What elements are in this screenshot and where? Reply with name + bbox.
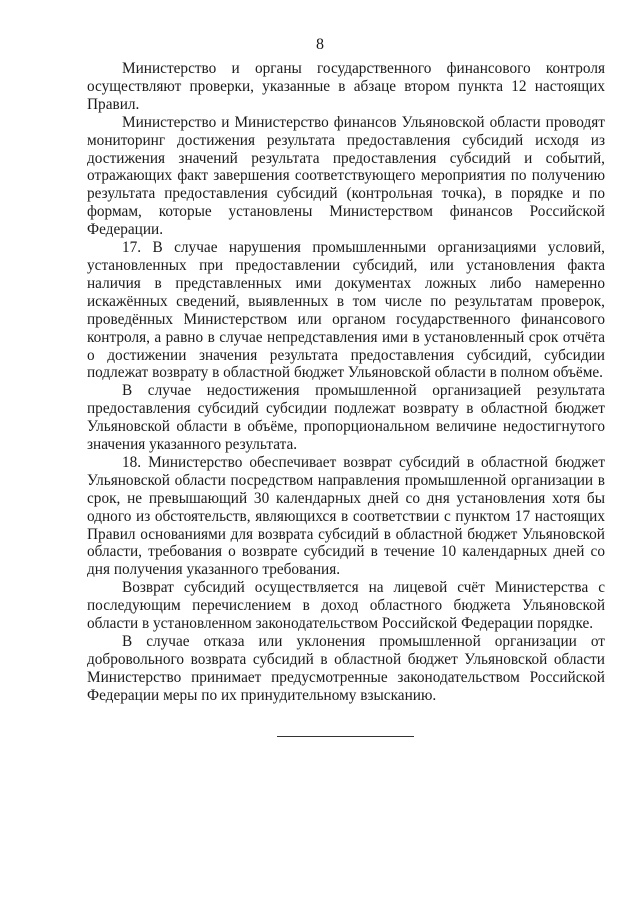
page-number: 8	[316, 36, 324, 53]
paragraph-monitoring: Министерство и Министерство финансов Ульяновской области проводят мониторинг достижения результата предоставления субсидий исходя из достижения значений результата предоставления субсидий и событий, отражающих факт завершения соответствующего мероприятия по получению результата предоставления субсидий (контрольная точка), в порядке и по формам, которые установлены Министерством финансов Российской Федерации.	[87, 113, 605, 239]
paragraph-forced-recovery: В случае отказа или уклонения промышленной организации от добровольного возврата субсидий в областной бюджет Ульяновской области Министерство принимает предусмотренные законодательством Российской Федерации меры по их принудительному взысканию.	[87, 633, 605, 704]
end-divider-line	[277, 736, 414, 737]
paragraph-proportional-return: В случае недостижения промышленной организацией результата предоставления субсидий субсидии подлежат возврату в областной бюджет Ульяновской области в объёме, пропорциональном величине недостигнутого значения указанного результата.	[87, 382, 605, 454]
paragraph-return-account: Возврат субсидий осуществляется на лицевой счёт Министерства с последующим перечислением в доход областного бюджета Ульяновской области в установленном законодательством Российской Федерации порядке.	[87, 579, 605, 633]
paragraph-control-checks: Министерство и органы государственного финансового контроля осуществляют проверки, указанные в абзаце втором пункта 12 настоящих Правил.	[87, 60, 605, 113]
paragraph-item-18-return-demand: 18. Министерство обеспечивает возврат субсидий в областной бюджет Ульяновской области посредством направления промышленной организации в срок, не превышающий 30 календарных дней со дня установления хотя бы одного из обстоятельств, являющихся в соответствии с пунктом 17 настоящих Правил основаниями для возврата субсидий в областной бюджет Ульяновской области, требования о возврате субсидий в течение 10 календарных дней со дня получения указанного требования.	[87, 453, 605, 579]
paragraph-item-17-violations: 17. В случае нарушения промышленными организациями условий, установленных при предоставлении субсидий, или установления факта наличия в представленных ими документах ложных либо намеренно искажённых сведений, выявленных в том числе по результатам проверок, проведённых Министерством или органом государственного финансового контроля, а равно в случае непредставления ими в установленный срок отчёта о достижении значения результата предоставления субсидий, субсидии подлежат возврату в областной бюджет Ульяновской области в полном объёме.	[87, 239, 605, 382]
document-body	[87, 60, 605, 705]
